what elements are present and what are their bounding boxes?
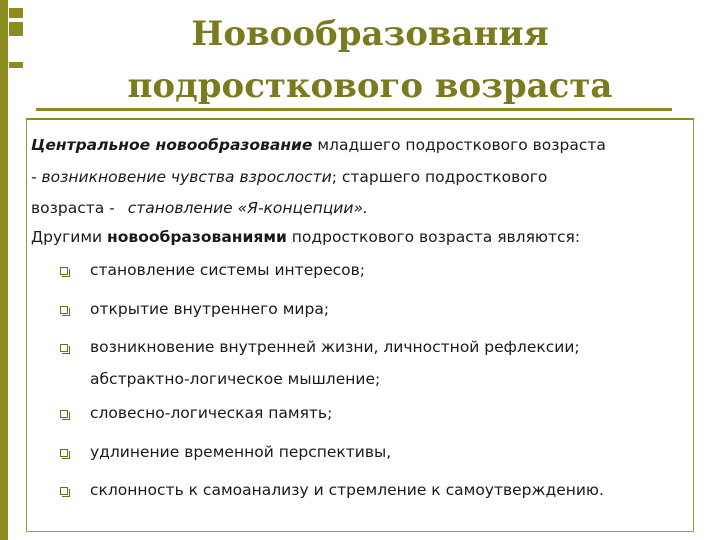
title-line-1: Новообразования (191, 14, 549, 54)
intro-line-2: - возникновение чувства взрослости; старшего подросткового (31, 168, 548, 186)
intro-line-4: Другими новообразованиями подросткового возраста являются: (31, 228, 581, 246)
central-term: Центральное новообразование (31, 136, 313, 154)
list-item: удлинение временной перспективы, (90, 443, 392, 461)
list-item: открытие внутреннего мира; (90, 300, 330, 318)
left-accent-square (9, 62, 23, 68)
list-item: возникновение внутренней жизни, личностной рефлексии; (90, 338, 580, 356)
page-title (40, 8, 700, 112)
list-item: словесно-логическая память; (90, 404, 333, 422)
list-item: склонность к самоанализу и стремление к самоутверждению. (90, 481, 604, 499)
left-accent-square (9, 8, 23, 18)
list-item: становление системы интересов; (90, 261, 365, 279)
title-line-2: подросткового возраста (127, 66, 613, 106)
bullet-icon (60, 449, 68, 457)
left-accent-square (9, 22, 23, 36)
list-item-continuation: абстрактно-логическое мышление; (90, 370, 381, 388)
bullet-icon (60, 410, 68, 418)
bullet-icon (60, 267, 68, 275)
bullet-icon (60, 344, 68, 352)
bullet-icon (60, 306, 68, 314)
intro-line-3: возраста - становление «Я-концепции». (31, 199, 368, 217)
title-divider (36, 108, 672, 111)
bullet-icon (60, 487, 68, 495)
intro-line-1: Центральное новообразование младшего подросткового возраста (31, 136, 606, 154)
left-accent-bar (0, 0, 8, 540)
